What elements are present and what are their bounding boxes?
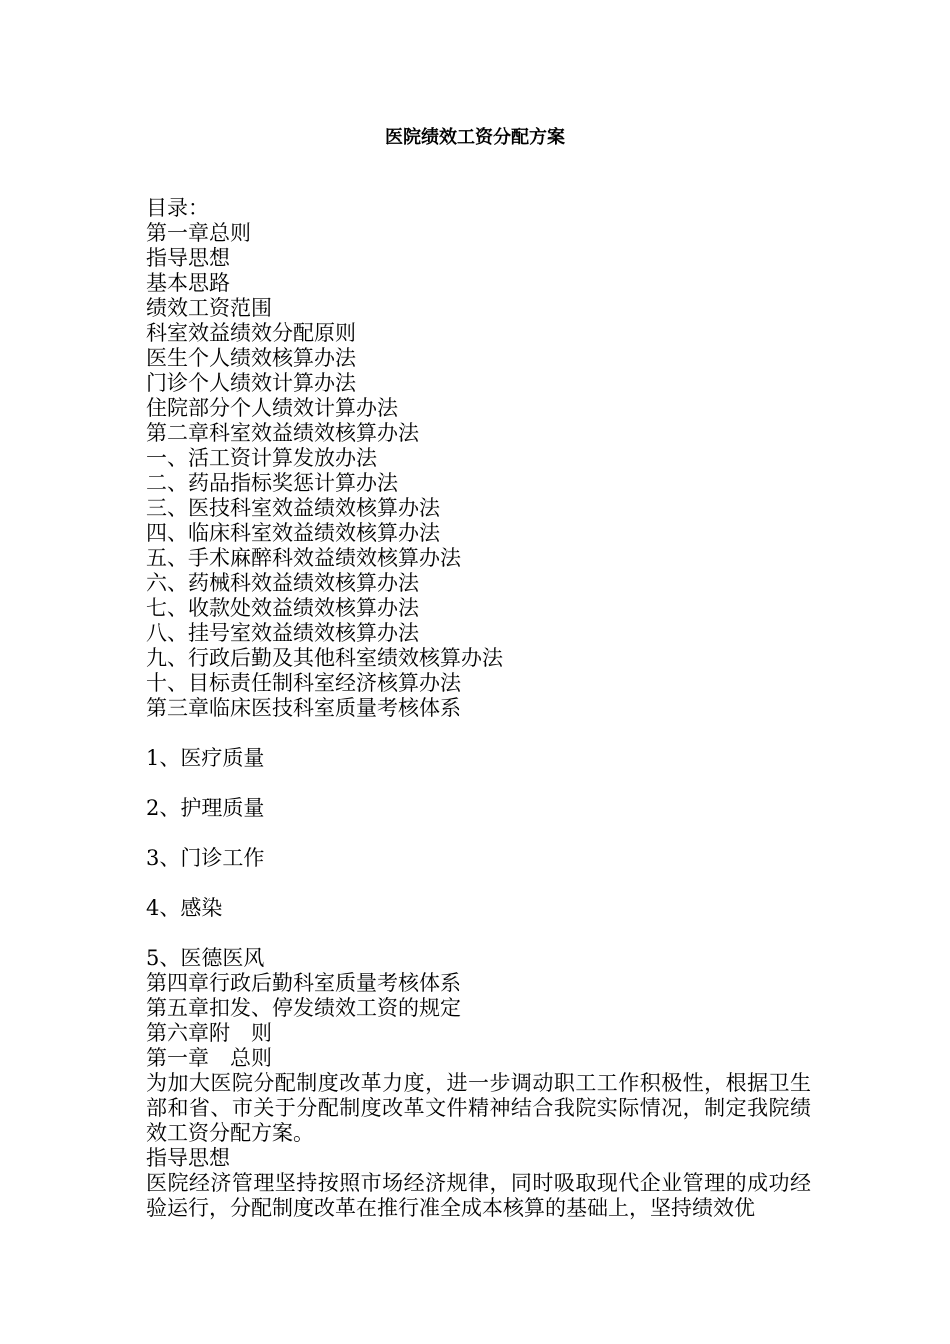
toc-item: 门诊个人绩效计算办法 [146, 371, 356, 395]
toc-item: 绩效工资范围 [146, 296, 272, 320]
toc-item: 十、目标责任制科室经济核算办法 [146, 671, 461, 695]
toc-item: 第三章临床医技科室质量考核体系 [146, 696, 461, 720]
quality-items-list [146, 721, 811, 971]
quality-item: 5、医德医风 [146, 946, 265, 970]
toc-item: 第五章扣发、停发绩效工资的规定 [146, 996, 461, 1020]
toc-item: 第六章附 则 [146, 1021, 272, 1045]
quality-item: 4、感染 [146, 896, 223, 920]
toc-item: 八、挂号室效益绩效核算办法 [146, 621, 419, 645]
section-heading: 指导思想 [146, 1146, 230, 1170]
quality-item: 1、医疗质量 [146, 746, 265, 770]
toc-item: 四、临床科室效益绩效核算办法 [146, 521, 440, 545]
blank-line [146, 871, 811, 896]
toc-item: 六、药械科效益绩效核算办法 [146, 571, 419, 595]
document-body [146, 196, 811, 1221]
toc-item: 指导思想 [146, 246, 230, 270]
blank-line [146, 721, 811, 746]
toc-item: 基本思路 [146, 271, 230, 295]
toc-item: 第二章科室效益绩效核算办法 [146, 421, 419, 445]
chapter-paragraph: 为加大医院分配制度改革力度，进一步调动职工工作积极性，根据卫生部和省、市关于分配制度改革文件精神结合我院实际情况，制定我院绩效工资分配方案。 [146, 1071, 811, 1145]
section-paragraph: 医院经济管理坚持按照市场经济规律，同时吸取现代企业管理的成功经验运行，分配制度改革在推行准全成本核算的基础上，坚持绩效优 [146, 1171, 811, 1220]
toc-item: 九、行政后勤及其他科室绩效核算办法 [146, 646, 503, 670]
toc-item: 五、手术麻醉科效益绩效核算办法 [146, 546, 461, 570]
toc-item: 第一章总则 [146, 221, 251, 245]
toc-tail-list [146, 971, 811, 1046]
blank-line [146, 821, 811, 846]
document-title: 医院绩效工资分配方案 [385, 127, 565, 148]
toc-item: 科室效益绩效分配原则 [146, 321, 356, 345]
toc-item: 七、收款处效益绩效核算办法 [146, 596, 419, 620]
toc-item: 三、医技科室效益绩效核算办法 [146, 496, 440, 520]
blank-line [146, 921, 811, 946]
quality-item: 3、门诊工作 [146, 846, 265, 870]
toc-item: 二、药品指标奖惩计算办法 [146, 471, 398, 495]
toc-item: 第四章行政后勤科室质量考核体系 [146, 971, 461, 995]
toc-item: 一、活工资计算发放办法 [146, 446, 377, 470]
blank-line [146, 771, 811, 796]
toc-heading: 目录： [146, 196, 209, 220]
chapter-heading: 第一章 总则 [146, 1046, 272, 1070]
quality-item: 2、护理质量 [146, 796, 265, 820]
toc-list [146, 221, 811, 721]
toc-item: 住院部分个人绩效计算办法 [146, 396, 398, 420]
toc-item: 医生个人绩效核算办法 [146, 346, 356, 370]
